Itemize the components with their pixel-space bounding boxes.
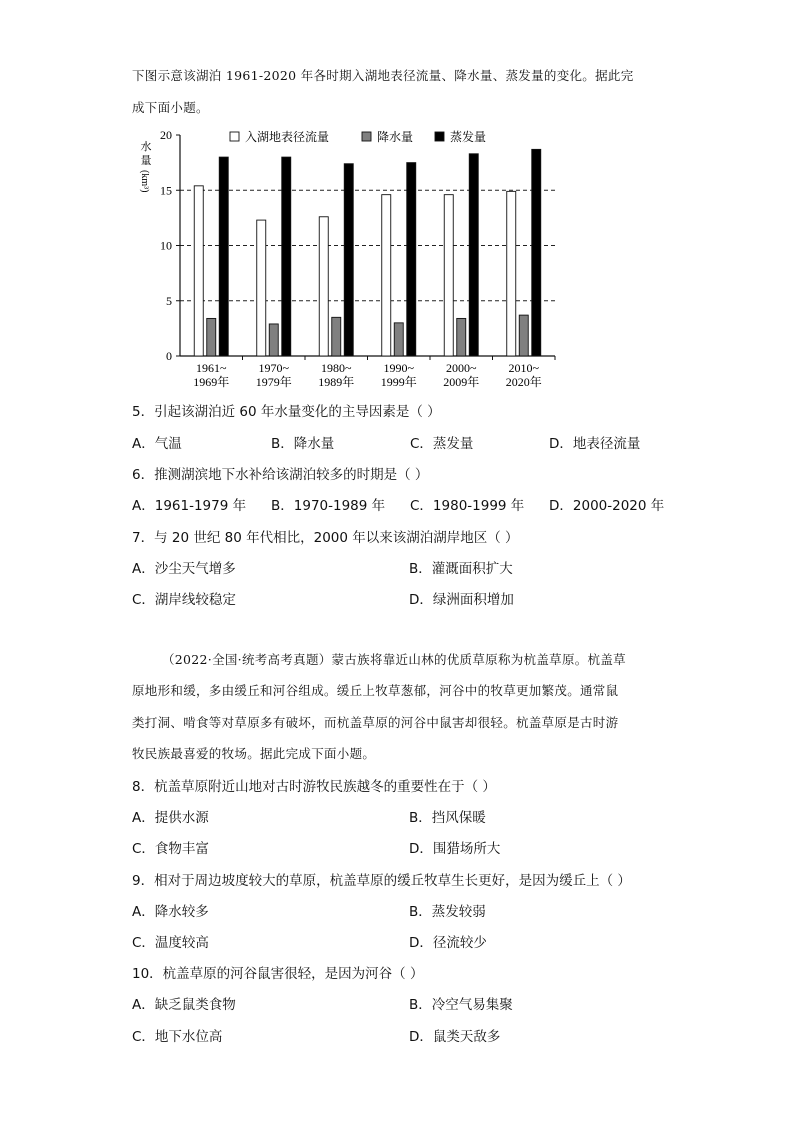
legend-swatch xyxy=(362,132,371,141)
q6-option-a[interactable]: A．1961-1979 年 xyxy=(132,498,247,514)
bar-3 xyxy=(344,164,353,356)
bar-1 xyxy=(257,220,266,356)
x-tick-label: 1961~ xyxy=(196,361,227,375)
q9-option-a[interactable]: A．降水较多 xyxy=(132,904,209,920)
y-tick-label: 5 xyxy=(166,293,172,308)
legend-label: 降水量 xyxy=(377,130,414,144)
passage-intro-line: 成下面小题。 xyxy=(132,100,209,115)
legend-swatch xyxy=(230,132,239,141)
y-axis-label-char: 水 xyxy=(140,141,152,153)
passage-2-line: （2022·全国·统考高考真题）蒙古族将靠近山林的优质草原称为杭盖草原。杭盖草 xyxy=(162,652,626,667)
q6-option-d[interactable]: D．2000-2020 年 xyxy=(549,498,665,514)
bar-2 xyxy=(394,323,403,356)
q10-option-c[interactable]: C．地下水位高 xyxy=(132,1029,223,1045)
y-tick-label: 0 xyxy=(166,349,172,363)
x-tick-label: 1979年 xyxy=(255,375,292,389)
bar-2 xyxy=(457,318,466,356)
q8-option-c[interactable]: C．食物丰富 xyxy=(132,841,209,857)
passage-2-line: 牧民族最喜爱的牧场。据此完成下面小题。 xyxy=(132,746,376,761)
x-tick-label: 1989年 xyxy=(318,375,355,389)
passage-2-line: 原地形和缓，多由缓丘和河谷组成。缓丘上牧草葱郁，河谷中的牧草更加繁茂。通常鼠 xyxy=(132,683,619,698)
q5-option-d[interactable]: D．地表径流量 xyxy=(549,436,641,452)
q8-option-a[interactable]: A．提供水源 xyxy=(132,810,209,826)
q5-option-b[interactable]: B．降水量 xyxy=(271,436,335,452)
q9-option-d[interactable]: D．径流较少 xyxy=(409,935,487,951)
y-tick-label: 15 xyxy=(160,183,172,198)
q7-option-c[interactable]: C．湖岸线较稳定 xyxy=(132,592,236,608)
x-tick-label: 2010~ xyxy=(508,361,539,375)
question-5-stem: 5．引起该湖泊近 60 年水量变化的主导因素是（ ） xyxy=(132,404,441,420)
q10-option-b[interactable]: B．冷空气易集聚 xyxy=(409,997,513,1013)
bar-2 xyxy=(332,317,341,356)
q10-option-d[interactable]: D．鼠类天敌多 xyxy=(409,1029,501,1045)
passage-intro-line: 下图示意该湖泊 1961-2020 年各时期入湖地表径流量、降水量、蒸发量的变化。据此完 xyxy=(132,68,634,83)
y-tick-label: 10 xyxy=(160,238,172,253)
bar-3 xyxy=(219,157,228,356)
y-axis-label-char: 量 xyxy=(140,155,152,167)
water-balance-bar-chart xyxy=(130,128,560,390)
x-tick-label: 1980~ xyxy=(321,361,352,375)
bar-1 xyxy=(507,191,516,356)
bar-1 xyxy=(444,195,453,356)
q5-option-c[interactable]: C．蒸发量 xyxy=(410,436,474,452)
bar-2 xyxy=(519,315,528,356)
legend-label: 蒸发量 xyxy=(450,130,487,144)
q8-option-d[interactable]: D．围猎场所大 xyxy=(409,841,501,857)
x-tick-label: 1990~ xyxy=(383,361,414,375)
bar-1 xyxy=(382,195,391,356)
q6-option-b[interactable]: B．1970-1989 年 xyxy=(271,498,386,514)
bar-3 xyxy=(469,154,478,356)
question-6-stem: 6．推测湖滨地下水补给该湖泊较多的时期是（ ） xyxy=(132,467,429,483)
bar-3 xyxy=(407,163,416,356)
question-10-stem: 10．杭盖草原的河谷鼠害很轻，是因为河谷（ ） xyxy=(132,966,424,982)
q9-option-b[interactable]: B．蒸发较弱 xyxy=(409,904,486,920)
q9-option-c[interactable]: C．温度较高 xyxy=(132,935,209,951)
x-tick-label: 1999年 xyxy=(380,375,417,389)
passage-2-line: 类打洞、啃食等对草原多有破坏，而杭盖草原的河谷中鼠害却很轻。杭盖草原是古时游 xyxy=(132,715,619,730)
bar-2 xyxy=(269,324,278,356)
q8-option-b[interactable]: B．挡风保暖 xyxy=(409,810,486,826)
y-tick-label: 20 xyxy=(160,128,172,142)
legend-swatch xyxy=(435,132,444,141)
q6-option-c[interactable]: C．1980-1999 年 xyxy=(410,498,525,514)
q7-option-a[interactable]: A．沙尘天气增多 xyxy=(132,561,236,577)
question-9-stem: 9．相对于周边坡度较大的草原，杭盖草原的缓丘牧草生长更好，是因为缓丘上（ ） xyxy=(132,873,631,889)
x-tick-label: 2020年 xyxy=(505,375,542,389)
bar-3 xyxy=(532,149,541,356)
x-tick-label: 1970~ xyxy=(258,361,289,375)
bar-2 xyxy=(207,318,216,356)
x-tick-label: 2009年 xyxy=(443,375,480,389)
x-tick-label: 1969年 xyxy=(193,375,230,389)
x-tick-label: 2000~ xyxy=(446,361,477,375)
bar-1 xyxy=(194,186,203,356)
q7-option-b[interactable]: B．灌溉面积扩大 xyxy=(409,561,513,577)
bar-1 xyxy=(319,217,328,356)
question-7-stem: 7．与 20 世纪 80 年代相比，2000 年以来该湖泊湖岸地区（ ） xyxy=(132,530,519,546)
legend-label: 入湖地表径流量 xyxy=(245,130,330,144)
q5-option-a[interactable]: A．气温 xyxy=(132,436,182,452)
y-axis-label-unit: (km³) xyxy=(139,170,150,193)
bar-3 xyxy=(282,157,291,356)
q10-option-a[interactable]: A．缺乏鼠类食物 xyxy=(132,997,236,1013)
question-8-stem: 8．杭盖草原附近山地对古时游牧民族越冬的重要性在于（ ） xyxy=(132,779,496,795)
q7-option-d[interactable]: D．绿洲面积增加 xyxy=(409,592,514,608)
